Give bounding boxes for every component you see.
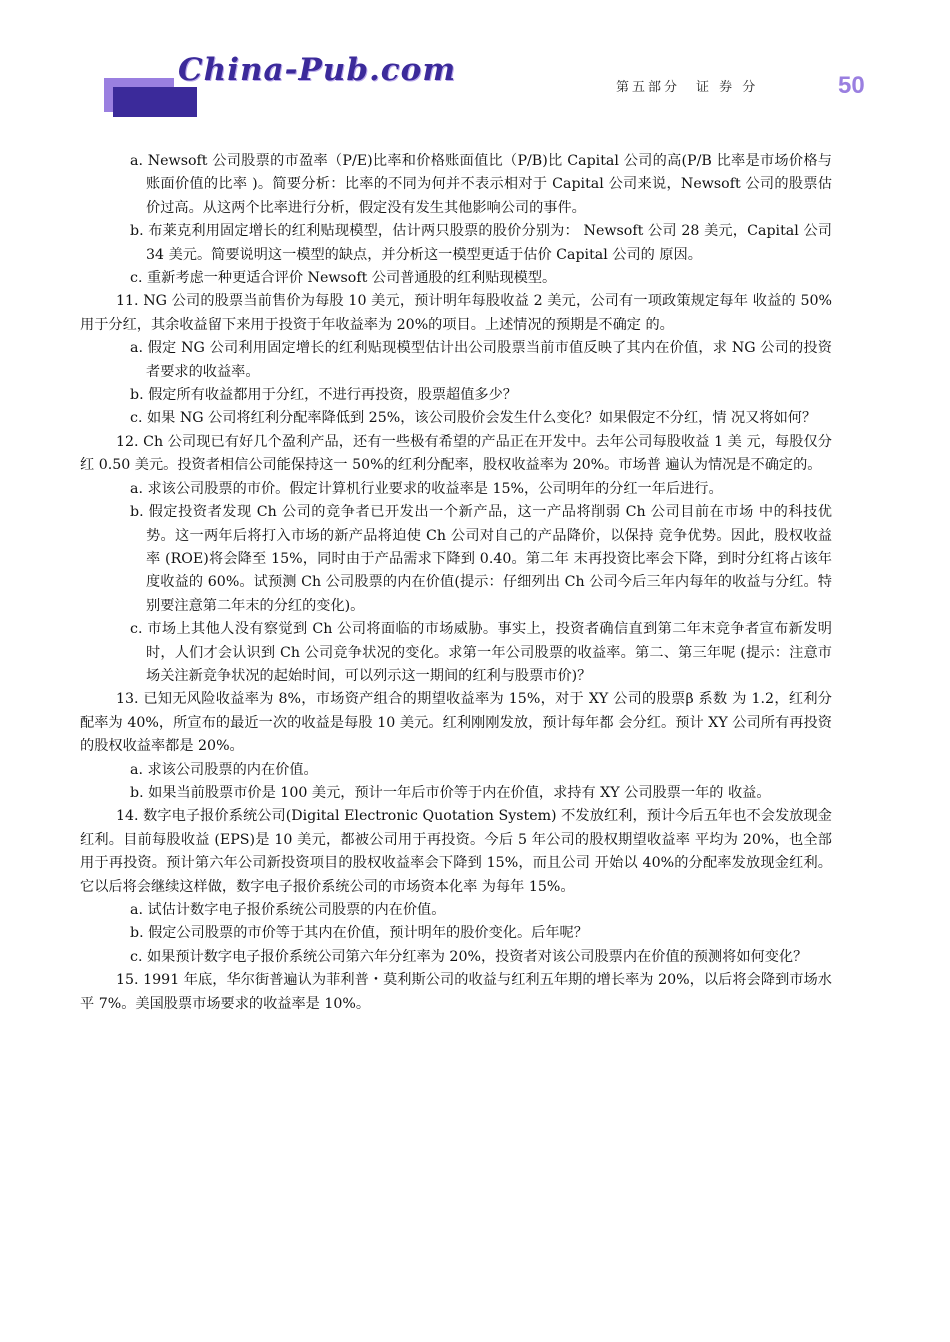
paragraph: c. 如果 NG 公司将红利分配率降低到 25%，该公司股价会发生什么变化？如果假定不分红，情 况又将如何？ [130,410,817,427]
paragraph: b. 如果当前股票市价是 100 美元，预计一年后市价等于内在价值，求持有 XY 公司股票一年的 收益。 [130,784,771,801]
logo-accent-dark [113,87,197,117]
paragraph: a. 试估计数字电子报价系统公司股票的内在价值。 [130,902,446,918]
paragraph: c. 市场上其他人没有察觉到 Ch 公司将面临的市场威胁。事实上，投资者确信直到第二年末竞争者宣布新发明时，人们才会认识到 Ch 公司竞争状况的变化。求第一年公司股票的收益率。第二、第三年呢 (提示：注意市场关注新竞争状况的起始时间，可以列示这一期间的红利与股票市价)？ [130,621,832,684]
page-number: 50 [838,72,865,99]
paragraph: b. 假定所有收益都用于分红，不进行再投资，股票超值多少？ [130,387,517,404]
question-paragraph: 14. 数字电子报价系统公司(Digital Electronic Quotation System) 不发放红利，预计今后五年也不会发放现金红利。目前每股收益 (EPS)是 10 美元，都被公司用于再投资。今后 5 年公司的股权期望收益率 平均为 20%，也全部用于再投资。预计第六年公司新投资项目的股权收益率会下降到 15%，而且公司 开始以 40%的分配率发放现金红利。它以后将会继续这样做，数字电子报价系统公司的市场资本化率 为每年 15%。 [80,808,832,895]
paragraph: a. 假定 NG 公司利用固定增长的红利贴现模型估计出公司股票当前市值反映了其内在价值，求 NG 公司的投资者要求的收益率。 [130,340,832,380]
question-paragraph: 11. NG 公司的股票当前售价为每股 10 美元，预计明年每股收益 2 美元，公司有一项政策规定每年 收益的 50%用于分红，其余收益留下来用于投资于年收益率为 20%的项目。上述情况的预期是不确定 的。 [80,293,832,333]
paragraph: b. 布莱克利用固定增长的红利贴现模型，估计两只股票的股价分别为： Newsoft 公司 28 美元，Capital 公司 34 美元。简要说明这一模型的缺点，并分析这一模型更适于估价 Capital 公司的 原因。 [130,223,832,263]
paragraph: c. 重新考虑一种更适合评价 Newsoft 公司普通股的红利贴现模型。 [130,270,557,287]
section-title: 第五部分 证 券 分 [616,80,759,95]
page-body [80,150,832,1016]
paragraph: b. 假定公司股票的市价等于其内在价值，预计明年的股价变化。后年呢？ [130,925,588,942]
question-paragraph: 15. 1991 年底，华尔街普遍认为菲利普・莫利斯公司的收益与红利五年期的增长率为 20%，以后将会降到市场水平 7%。美国股票市场要求的收益率是 10%。 [80,972,832,1012]
paragraph: a. 求该公司股票的内在价值。 [130,761,318,778]
question-paragraph: 12. Ch 公司现已有好几个盈利产品，还有一些极有希望的产品正在开发中。去年公司每股收益 1 美 元，每股仅分红 0.50 美元。投资者相信公司能保持这一 50%的红利分配率，股权收益率为 20%。市场普 遍认为情况是不确定的。 [80,433,832,474]
site-logo: China-Pub.com [178,52,457,88]
question-paragraph: 13. 已知无风险收益率为 8%，市场资产组合的期望收益率为 15%，对于 XY 公司的股票β 系数 为 1.2，红利分配率为 40%，所宣布的最近一次的收益是每股 10 美元。红利刚刚发放，预计每年都 会分红。预计 XY 公司所有再投资的股权收益率都是 20%。 [80,691,832,755]
paragraph: b. 假定投资者发现 Ch 公司的竞争者已开发出一个新产品，这一产品将削弱 Ch 公司目前在市场 中的科技优势。这一两年后将打入市场的新产品将迫使 Ch 公司对自己的产品降价，以保持 竞争优势。因此，股权收益率 (ROE)将会降至 15%，同时由于产品需求下降到 0.40。第二年 末再投资比率会下降，到时分红将占该年度收益的 60%。试预测 Ch 公司股票的内在价值(提示：仔细列出 Ch 公司今后三年内每年的收益与分红。特别要注意第二年末的分红的变化)。 [130,504,832,614]
paragraph: a. 求该公司股票的市价。假定计算机行业要求的收益率是 15%，公司明年的分红一年后进行。 [130,480,723,497]
paragraph: a. Newsoft 公司股票的市盈率（P/E)比率和价格账面值比（P/B)比 Capital 公司的高(P/B 比率是市场价格与账面价值的比率 )。简要分析：比率的不同为何并不表示相对于 Capital 公司来说，Newsoft 公司的股票估价过高。从这两个比率进行分析，假定没有发生其他影响公司的事件。 [130,153,832,216]
paragraph: c. 如果预计数字电子报价系统公司第六年分红率为 20%，投资者对该公司股票内在价值的预测将如何变化？ [130,948,808,965]
